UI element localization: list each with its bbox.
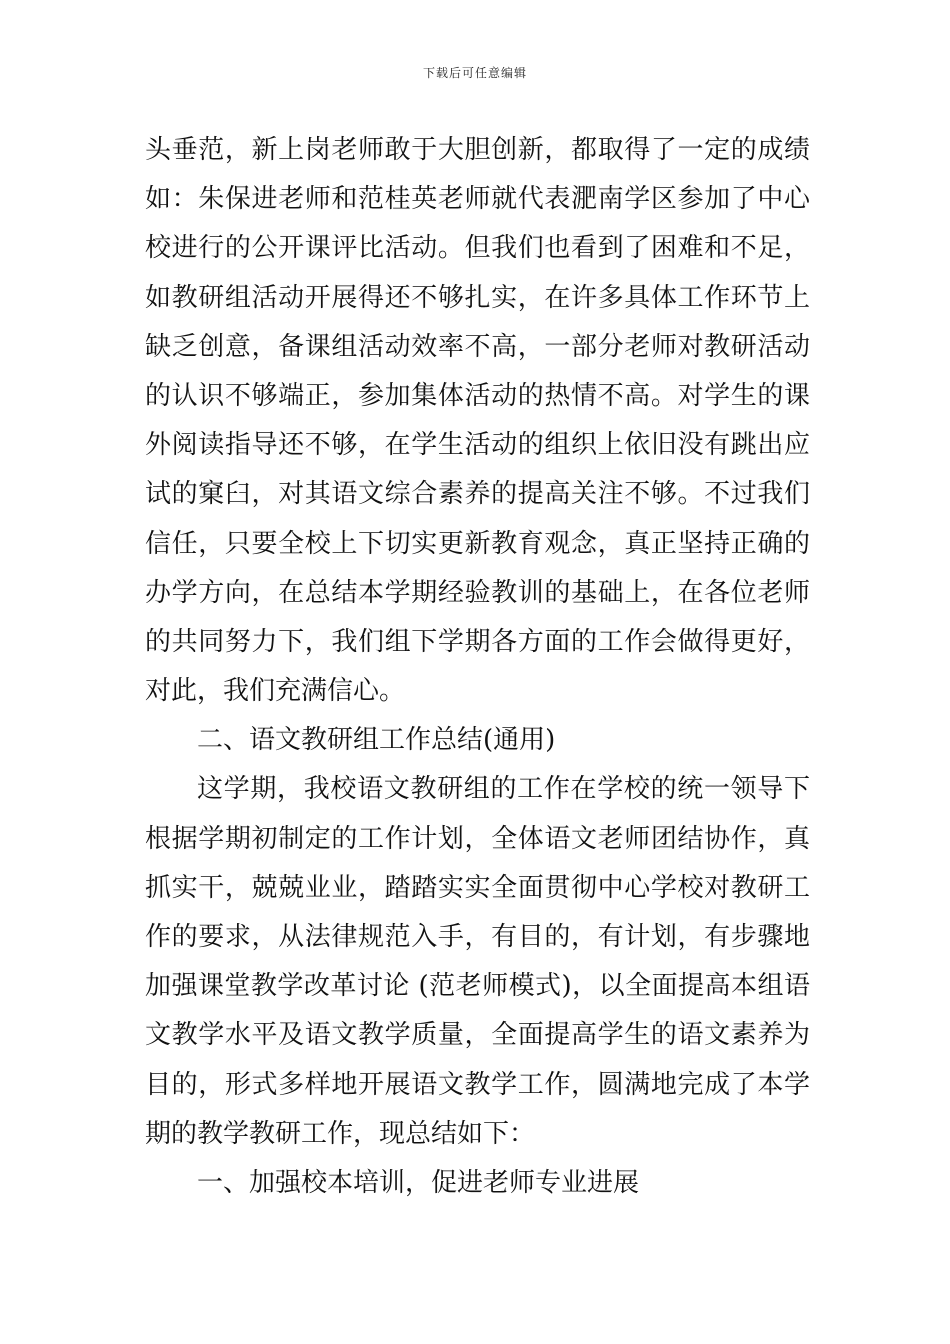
paragraph-line: 对此，我们充满信心。 [145,676,406,707]
paragraph-line: 文教学水平及语文教学质量，全面提高学生的语文素养为 [145,1020,810,1051]
paragraph-line: 外阅读指导还不够，在学生活动的组织上依旧没有跳出应 [145,430,810,461]
paragraph-line: 目的，形式多样地开展语文教学工作，圆满地完成了本学 [145,1069,810,1100]
paragraph-line: 试的窠臼，对其语文综合素养的提高关注不够。不过我们 [145,479,810,510]
paragraph-line: 这学期，我校语文教研组的工作在学校的统一领导下 [197,774,810,805]
paragraph-line: 的认识不够端正，参加集体活动的热情不高。对学生的课 [145,380,810,411]
paragraph-line: 头垂范，新上岗老师敢于大胆创新，都取得了一定的成绩 [145,135,810,165]
document-body [145,126,810,1208]
page-header-note: 下载后可任意编辑 [422,66,527,80]
paragraph-line: 根据学期初制定的工作计划，全体语文老师团结协作，真 [145,823,810,854]
paragraph-line: 的共同努力下，我们组下学期各方面的工作会做得更好， [145,626,810,657]
paragraph-line: 信任，只要全校上下切实更新教育观念，真正坚持正确的 [145,528,810,559]
paragraph-line: 如：朱保进老师和范桂英老师就代表淝南学区参加了中心 [145,184,810,215]
paragraph-line: 如教研组活动开展得还不够扎实，在许多具体工作环节上 [145,282,810,313]
paragraph-line: 期的教学教研工作，现总结如下： [145,1118,536,1149]
paragraph-line: 加强课堂教学改革讨论 (范老师模式)，以全面提高本组语 [145,971,810,1002]
section-heading-2: 二、语文教研组工作总结(通用) [197,725,556,756]
paragraph-line: 抓实干，兢兢业业，踏踏实实全面贯彻中心学校对教研工 [145,872,810,903]
paragraph-line: 缺乏创意，备课组活动效率不高，一部分老师对教研活动 [145,331,810,362]
paragraph-line: 办学方向，在总结本学期经验教训的基础上，在各位老师 [145,577,810,608]
section-heading-3: 一、加强校本培训，促进老师专业进展 [197,1167,640,1198]
paragraph-line: 作的要求，从法律规范入手，有目的，有计划，有步骤地 [145,922,810,952]
paragraph-line: 校进行的公开课评比活动。但我们也看到了困难和不足， [145,233,810,264]
